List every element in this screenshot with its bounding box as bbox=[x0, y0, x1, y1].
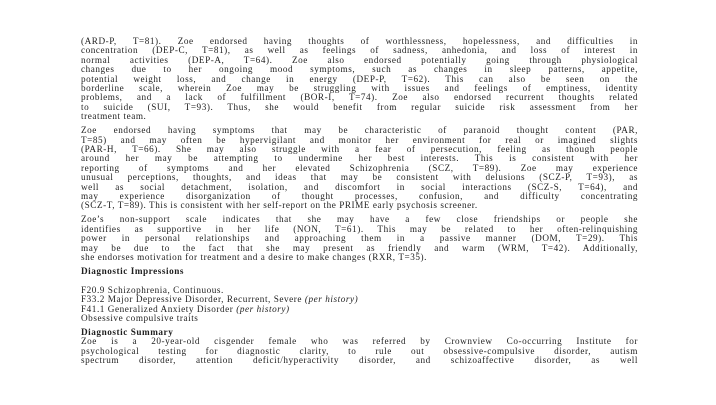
text-line: reporting of symptoms and her elevated Schizophrenia (SCZ, T=89). Zoe may experience bbox=[81, 162, 638, 173]
text-line: normal activities (DEP-A, T=64). Zoe also endorsed potentially going through physiological bbox=[81, 54, 638, 65]
text-segment: F20.9 Schizophrenia, Continuous. bbox=[81, 284, 224, 295]
text-line: problems, and a lack of fulfillment (BOR-I, T=74). Zoe also endorsed recurrent thoughts related bbox=[81, 92, 638, 103]
text-line: identifies as supportive in her life (NON, T=61). This may be related to her often-relinquishing bbox=[81, 223, 638, 234]
text-line: unusual perceptions, thoughts, and ideas that may be consistent with delusions (SCZ-P, T=93), as bbox=[81, 172, 638, 183]
text-line: (SCZ-T, T=89). This is consistent with her self-report on the PRIME early psychosis screener. bbox=[81, 200, 478, 211]
section-diagnostic-impressions bbox=[81, 267, 638, 324]
text-line: Zoe is a 20-year-old cisgender female who was referred by Crownview Co-occurring Institute for bbox=[81, 336, 638, 347]
text-line: borderline scale, wherein Zoe may be struggling with issues and feelings of emptiness, identity bbox=[81, 83, 638, 94]
text-line: well as social detachment, isolation, and discomfort in social interactions (SCZ-S, T=64), and bbox=[81, 181, 638, 192]
text-line: she endorses motivation for treatment and a desire to make changes (RXR, T=35). bbox=[81, 251, 427, 262]
text-segment: F33.2 Major Depressive Disorder, Recurrent, Severe bbox=[81, 294, 305, 305]
text-line: (PAR-H, T=66). She may also struggle with a fear of persecution, feeling as though people bbox=[81, 143, 638, 154]
section-heading: Diagnostic Summary bbox=[81, 326, 174, 337]
text-segment: Obsessive compulsive traits bbox=[81, 312, 199, 323]
text-line: spectrum disorder, attention deficit/hyperactivity disorder, and schizoaffective disorder, as well bbox=[81, 355, 638, 366]
section-diagnostic-summary bbox=[81, 328, 638, 366]
text-line: (ARD-P, T=81). Zoe endorsed having thoughts of worthlessness, hopelessness, and difficulties in bbox=[81, 36, 638, 46]
text-line: T=85) and may often be hypervigilant and monitor her environment for real or imagined slights bbox=[81, 134, 638, 145]
text-line: treatment team. bbox=[81, 111, 147, 122]
section-heading: Diagnostic Impressions bbox=[81, 265, 185, 276]
text-line: psychological testing for diagnostic clarity, to rule out obsessive-compulsive disorder, autism bbox=[81, 345, 638, 356]
document-body bbox=[81, 37, 638, 366]
text-line: Zoe’s non-support scale indicates that she may have a few close friendships or people she bbox=[81, 214, 638, 225]
text-line: potential weight loss, and change in energy (DEP-P, T=62). This can also be seen on the bbox=[81, 73, 638, 84]
text-line: may experience disorganization of thought processes, confusion, and difficulty concentrating bbox=[81, 191, 638, 201]
text-line: to suicide (SUI, T=93). Thus, she would benefit from regular suicide risk assessment from her bbox=[81, 101, 638, 112]
text-line: power in personal relationships and approaching them in a passive manner (DOM, T=29). This bbox=[81, 233, 638, 244]
italic-annotation: (per history) bbox=[304, 294, 359, 305]
text-line bbox=[81, 314, 638, 323]
text-line: changes due to her ongoing mood symptoms, such as changes in sleep patterns, appetite, bbox=[81, 64, 638, 75]
text-segment: F41.1 Generalized Anxiety Disorder bbox=[81, 303, 237, 314]
text-line: Zoe endorsed having symptoms that may be characteristic of paranoid thought content (PAR, bbox=[81, 125, 638, 136]
paragraph-paranoia-schizophrenia bbox=[81, 126, 638, 211]
italic-annotation: (per history) bbox=[236, 303, 290, 314]
text-line: may be due to the fact that she may present as friendly and warm (WRM, T=42). Additionally, bbox=[81, 242, 638, 253]
text-line: around her may be attempting to undermine her best interests. This is consistent with her bbox=[81, 153, 638, 164]
paragraph-interpersonal-treatment bbox=[81, 215, 638, 262]
paragraph-depression-borderline-suicide bbox=[81, 37, 638, 122]
text-line: concentration (DEP-C, T=81), as well as feelings of sadness, anhedonia, and loss of interest in bbox=[81, 45, 638, 56]
